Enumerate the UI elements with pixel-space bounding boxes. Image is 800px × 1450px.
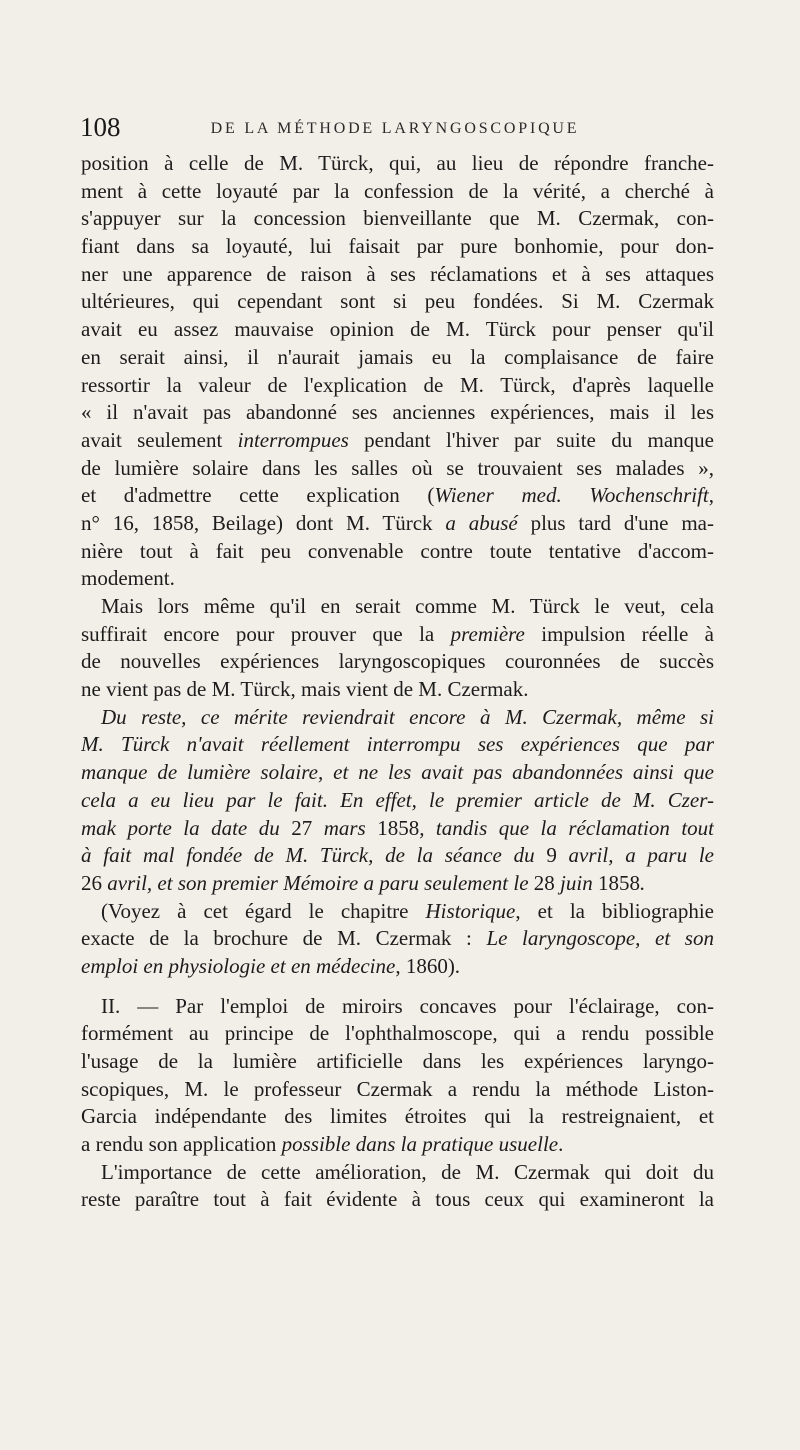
text-segment: n° 16, 1858, Beilage) dont M. Türck	[81, 510, 446, 535]
text-line	[81, 1048, 714, 1076]
text-segment: de nouvelles expériences laryngoscopiques couronnées de succès	[81, 649, 714, 674]
text-segment: à fait mal fondée de M. Türck, de la séance du	[81, 843, 547, 868]
text-line	[81, 953, 714, 981]
text-segment: , tandis que la réclamation tout	[419, 815, 714, 840]
text-segment: ressortir la valeur de l'explication de M. Türck, d'après laquelle	[81, 372, 714, 397]
text-segment: Historique	[425, 898, 516, 923]
text-segment: pendant l'hiver par suite du manque	[348, 427, 714, 452]
text-segment: scopiques, M. le professeur Czermak a rendu la méthode Liston-	[81, 1076, 714, 1101]
text-line	[81, 150, 714, 178]
text-line	[81, 482, 714, 510]
text-line	[81, 870, 714, 898]
text-segment: ,	[708, 483, 714, 508]
text-segment: 1858	[597, 870, 640, 895]
text-segment: première	[450, 621, 525, 646]
text-segment: ment à cette loyauté par la confession de la vérité, a cherché à	[81, 178, 714, 203]
text-segment: impulsion réelle à	[524, 621, 714, 646]
text-segment: ultérieures, qui cependant sont si peu fondées. Si M. Czermak	[81, 289, 714, 314]
text-line	[81, 593, 714, 621]
text-segment: de lumière solaire dans les salles où se trouvaient ses malades »,	[81, 455, 714, 480]
text-segment: ne vient pas de M. Türck, mais vient de M. Czermak.	[81, 677, 529, 702]
text-segment: possible dans la pratique usuelle	[281, 1132, 559, 1157]
text-line	[81, 648, 714, 676]
text-segment: a rendu son application	[81, 1132, 282, 1157]
text-segment: avril, a paru le	[556, 843, 714, 868]
text-line	[81, 344, 714, 372]
text-segment: reste paraître tout à fait évidente à tous ceux qui examineront la	[81, 1187, 714, 1212]
text-line	[81, 565, 714, 593]
text-line	[81, 261, 714, 289]
text-segment: « il n'avait pas abandonné ses anciennes expériences, mais il les	[81, 400, 714, 425]
text-segment: Mais lors même qu'il en serait comme M. Türck le veut, cela	[101, 594, 714, 618]
text-segment: M. Türck n'avait réellement interrompu ses expériences que par	[81, 732, 714, 757]
text-line	[81, 510, 714, 538]
text-line	[81, 759, 714, 787]
text-line	[81, 898, 714, 926]
text-line	[81, 372, 714, 400]
text-line	[81, 815, 714, 843]
text-segment: suffirait encore pour prouver que la	[81, 621, 451, 646]
text-segment: II. — Par l'emploi de miroirs concaves pour l'éclairage, con-	[101, 993, 714, 1018]
text-segment: Wiener med. Wochenschrift	[434, 483, 709, 508]
paragraph-gap	[81, 981, 714, 993]
text-segment: plus tard d'une ma-	[517, 510, 714, 535]
text-segment: .	[639, 870, 646, 895]
text-segment: a abusé	[445, 510, 518, 535]
text-line	[81, 787, 714, 815]
text-line	[81, 842, 714, 870]
text-line	[81, 316, 714, 344]
text-segment: .	[558, 1132, 564, 1157]
text-segment: 9	[546, 843, 557, 868]
text-segment: Le laryngoscope, et son	[486, 926, 714, 951]
text-segment: juin	[554, 870, 598, 895]
text-segment: l'usage de la lumière artificielle dans les expériences laryngo-	[81, 1049, 714, 1073]
text-line	[81, 621, 714, 649]
text-line	[81, 233, 714, 261]
text-segment: 27	[291, 815, 313, 840]
text-segment: (Voyez à cet égard le chapitre	[101, 898, 426, 923]
text-line	[81, 399, 714, 427]
text-segment: 26	[81, 870, 102, 895]
text-line	[81, 704, 714, 732]
page-number: 108	[80, 112, 121, 142]
text-line	[81, 178, 714, 206]
text-line	[81, 1159, 714, 1187]
text-segment: fiant dans sa loyauté, lui faisait par pure bonhomie, pour don-	[81, 234, 714, 259]
text-line	[81, 1020, 714, 1048]
text-segment: , 1860).	[395, 953, 461, 978]
text-line	[81, 676, 714, 704]
text-segment: , et la bibliographie	[515, 898, 714, 923]
text-segment: en serait ainsi, il n'aurait jamais eu la complaisance de faire	[81, 344, 714, 369]
text-line	[81, 455, 714, 483]
text-segment: avril, et son premier Mémoire a paru seulement le	[102, 870, 534, 895]
text-segment: position à celle de M. Türck, qui, au lieu de répondre franche-	[81, 151, 714, 175]
text-line	[81, 538, 714, 566]
text-line	[81, 427, 714, 455]
text-segment: exacte de la brochure de M. Czermak :	[81, 926, 487, 951]
running-title: DE LA MÉTHODE LARYNGOSCOPIQUE	[210, 120, 580, 137]
text-segment: mak porte la date du	[81, 815, 292, 840]
text-segment: Garcia indépendante des limites étroites qui la restreignaient, et	[81, 1104, 714, 1129]
text-line	[81, 288, 714, 316]
text-segment: avait seulement	[81, 427, 238, 452]
text-segment: et d'admettre cette explication (	[81, 483, 435, 508]
text-segment: cela a eu lieu par le fait. En effet, le premier article de M. Czer-	[81, 787, 714, 812]
text-segment: 1858	[377, 815, 420, 840]
text-segment: modement.	[81, 566, 175, 591]
text-segment: L'importance de cette amélioration, de M. Czermak qui doit du	[101, 1159, 714, 1184]
text-segment: Du reste, ce mérite reviendrait encore à M. Czermak, même si	[101, 704, 714, 729]
text-segment: avait eu assez mauvaise opinion de M. Türck pour penser qu'il	[81, 317, 714, 342]
text-segment: emploi en physiologie et en médecine	[81, 953, 396, 978]
text-line	[81, 1103, 714, 1131]
text-segment: ner une apparence de raison à ses réclamations et à ses attaques	[81, 261, 714, 286]
text-line	[81, 1186, 714, 1214]
text-segment: 28	[533, 870, 555, 895]
text-segment: s'appuyer sur la concession bienveillante que M. Czermak, con-	[81, 206, 714, 231]
text-segment: interrompues	[237, 427, 349, 452]
text-segment: manque de lumière solaire, et ne les avait pas abandonnées ainsi que	[81, 760, 714, 785]
text-segment: formément au principe de l'ophthalmoscope, qui a rendu possible	[81, 1021, 714, 1046]
text-line	[81, 925, 714, 953]
text-segment: mars	[312, 815, 378, 840]
text-line	[81, 205, 714, 233]
body-text	[81, 150, 714, 1214]
text-line	[81, 1076, 714, 1104]
page-header	[80, 112, 720, 152]
text-line	[81, 1131, 714, 1159]
text-segment: nière tout à fait peu convenable contre toute tentative d'accom-	[81, 538, 714, 563]
text-line	[81, 731, 714, 759]
text-line	[81, 993, 714, 1021]
